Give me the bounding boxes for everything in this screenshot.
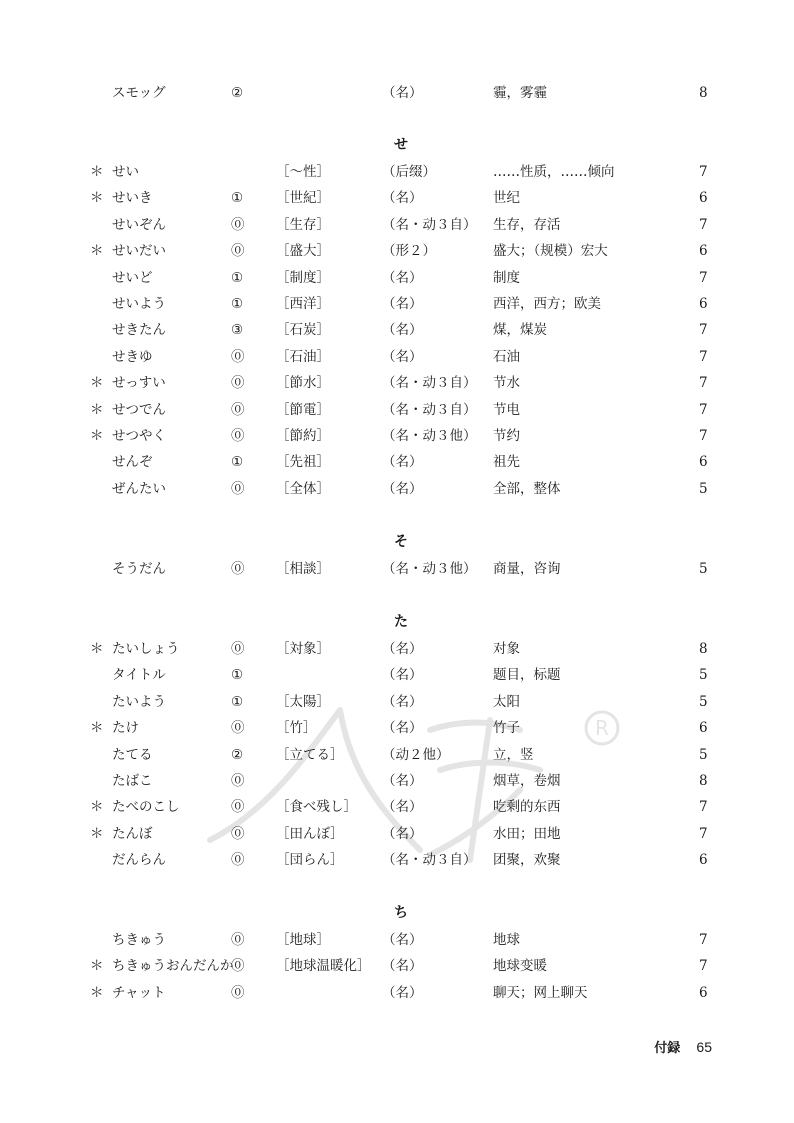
entry-lesson: 5 xyxy=(699,746,708,763)
entry-kanji: ［対象］ xyxy=(276,641,330,657)
required-marker: ＊ xyxy=(90,799,104,816)
entry-accent: ⓪ xyxy=(231,348,245,365)
glossary-entry xyxy=(0,689,794,715)
required-marker: ＊ xyxy=(90,641,104,657)
entry-kana: ぜんたい xyxy=(112,480,166,497)
entry-part-of-speech: （名） xyxy=(382,932,423,948)
entry-part-of-speech: （名） xyxy=(382,958,423,975)
entry-kanji: ［制度］ xyxy=(276,269,330,286)
entry-kana: タイトル xyxy=(112,667,166,684)
entry-part-of-speech: （动２他） xyxy=(382,746,450,763)
entry-accent: ⓪ xyxy=(231,852,245,869)
svg-text:R: R xyxy=(595,716,609,740)
entry-kanji: ［世紀］ xyxy=(276,190,330,207)
entry-accent: ① xyxy=(231,667,244,684)
entry-kanji: ［全体］ xyxy=(276,480,330,497)
entry-part-of-speech: （名） xyxy=(382,348,423,365)
entry-part-of-speech: （名・动３他） xyxy=(382,561,477,577)
entry-meaning: 竹子 xyxy=(493,720,520,737)
entry-lesson: 6 xyxy=(699,243,708,260)
entry-kana: たいよう xyxy=(112,693,166,710)
entry-part-of-speech: （后缀） xyxy=(382,164,436,180)
glossary-entry xyxy=(0,794,794,820)
required-marker: ＊ xyxy=(90,164,104,180)
entry-part-of-speech: （名） xyxy=(382,454,423,471)
glossary-entry xyxy=(0,768,794,794)
entry-accent: ⓪ xyxy=(231,561,245,577)
entry-kana: せいど xyxy=(112,269,153,286)
glossary-entry xyxy=(0,238,794,264)
required-marker: ＊ xyxy=(90,190,104,207)
entry-lesson: 5 xyxy=(699,667,708,684)
entry-kanji: ［食べ残し］ xyxy=(276,799,357,816)
entry-meaning: ……性质，……倾向 xyxy=(493,164,615,180)
entry-kana: チャット xyxy=(112,984,166,1001)
entry-part-of-speech: （名・动３自） xyxy=(382,216,477,233)
entry-part-of-speech: （名） xyxy=(382,269,423,286)
entry-part-of-speech: （名） xyxy=(382,720,423,737)
entry-lesson: 7 xyxy=(699,164,708,180)
entry-meaning: 石油 xyxy=(493,348,520,365)
entry-meaning: 题目，标题 xyxy=(493,667,561,684)
entry-meaning: 盛大；（规模）宏大 xyxy=(493,243,608,260)
entry-meaning: 祖先 xyxy=(493,454,520,471)
entry-kana: たばこ xyxy=(112,773,153,789)
entry-kanji: ［西洋］ xyxy=(276,296,330,312)
entry-kana: そうだん xyxy=(112,561,166,577)
entry-kanji: ［盛大］ xyxy=(276,243,330,260)
entry-accent: ⓪ xyxy=(231,428,245,444)
entry-lesson: 7 xyxy=(699,322,708,339)
entry-part-of-speech: （名） xyxy=(382,85,423,101)
glossary-entry xyxy=(0,636,794,662)
glossary-entry xyxy=(0,449,794,475)
entry-accent: ⓪ xyxy=(231,932,245,948)
entry-lesson: 8 xyxy=(699,641,708,657)
entry-lesson: 7 xyxy=(699,799,708,816)
entry-accent: ② xyxy=(231,85,244,101)
entry-lesson: 6 xyxy=(699,720,708,737)
entry-meaning: 世纪 xyxy=(493,190,520,207)
entry-part-of-speech: （名・动３自） xyxy=(382,375,477,392)
entry-lesson: 7 xyxy=(699,269,708,286)
entry-accent: ① xyxy=(231,454,244,471)
entry-kana: せつでん xyxy=(112,401,166,418)
entry-part-of-speech: （名） xyxy=(382,296,423,312)
entry-lesson: 7 xyxy=(699,825,708,842)
entry-kana: せい xyxy=(112,164,139,180)
required-marker: ＊ xyxy=(90,401,104,418)
glossary-entry xyxy=(0,344,794,370)
required-marker: ＊ xyxy=(90,958,104,975)
entry-kanji: ［相談］ xyxy=(276,561,330,577)
entry-kanji: ［節約］ xyxy=(276,428,330,444)
entry-lesson: 5 xyxy=(699,480,708,497)
entry-meaning: 节水 xyxy=(493,375,520,392)
entry-lesson: 5 xyxy=(699,561,708,577)
entry-meaning: 水田；田地 xyxy=(493,825,561,842)
entry-meaning: 节约 xyxy=(493,428,520,444)
entry-lesson: 7 xyxy=(699,216,708,233)
entry-part-of-speech: （形２） xyxy=(382,243,436,260)
entry-kana: たてる xyxy=(112,746,153,763)
entry-part-of-speech: （名） xyxy=(382,641,423,657)
entry-accent: ⓪ xyxy=(231,641,245,657)
entry-kanji: ［先祖］ xyxy=(276,454,330,471)
entry-accent: ⓪ xyxy=(231,401,245,418)
entry-meaning: 西洋，西方；欧美 xyxy=(493,296,601,312)
entry-accent: ① xyxy=(231,693,244,710)
glossary-entry xyxy=(0,185,794,211)
glossary-entry xyxy=(0,317,794,343)
entry-kana: スモッグ xyxy=(112,85,166,101)
section-heading: た xyxy=(394,614,408,630)
entry-lesson: 7 xyxy=(699,401,708,418)
glossary-entry xyxy=(0,715,794,741)
entry-lesson: 7 xyxy=(699,375,708,392)
entry-meaning: 节电 xyxy=(493,401,520,418)
entry-accent: ① xyxy=(231,269,244,286)
entry-kana: せきたん xyxy=(112,322,166,339)
entry-kanji: ［田んぼ］ xyxy=(276,825,344,842)
entry-part-of-speech: （名・动３自） xyxy=(382,401,477,418)
glossary-entry xyxy=(0,265,794,291)
entry-kanji: ［節電］ xyxy=(276,401,330,418)
entry-accent: ① xyxy=(231,190,244,207)
entry-kana: ちきゅう xyxy=(112,932,166,948)
entry-kana: せいだい xyxy=(112,243,166,260)
entry-lesson: 8 xyxy=(699,85,708,101)
entry-accent: ⓪ xyxy=(231,773,245,789)
section-heading: そ xyxy=(394,534,408,550)
entry-part-of-speech: （名） xyxy=(382,322,423,339)
entry-kanji: ［団らん］ xyxy=(276,852,344,869)
entry-part-of-speech: （名） xyxy=(382,825,423,842)
entry-kanji: ［生存］ xyxy=(276,216,330,233)
entry-part-of-speech: （名） xyxy=(382,190,423,207)
glossary-entry xyxy=(0,80,794,106)
entry-kana: だんらん xyxy=(112,852,166,869)
entry-meaning: 聊天；网上聊天 xyxy=(493,984,588,1001)
entry-part-of-speech: （名） xyxy=(382,773,423,789)
entry-meaning: 立，竖 xyxy=(493,746,534,763)
glossary-entry xyxy=(0,927,794,953)
entry-meaning: 霾，雾霾 xyxy=(493,85,547,101)
entry-kana: せきゆ xyxy=(112,348,153,365)
entry-kana: ちきゅうおんだんか xyxy=(112,958,234,975)
entry-kana: せつやく xyxy=(112,428,166,444)
entry-lesson: 7 xyxy=(699,348,708,365)
entry-kana: たんぼ xyxy=(112,825,153,842)
entry-lesson: 7 xyxy=(699,958,708,975)
entry-accent: ⓪ xyxy=(231,720,245,737)
entry-accent: ① xyxy=(231,296,244,312)
entry-lesson: 7 xyxy=(699,932,708,948)
entry-accent: ⓪ xyxy=(231,216,245,233)
footer-label: 付録 xyxy=(654,1041,681,1056)
glossary-entry xyxy=(0,397,794,423)
entry-meaning: 制度 xyxy=(493,269,520,286)
entry-kanji: ［地球温暖化］ xyxy=(276,958,371,975)
section-heading: せ xyxy=(394,137,408,153)
entry-part-of-speech: （名・动３他） xyxy=(382,428,477,444)
entry-kanji: ［～性］ xyxy=(276,164,330,180)
entry-kana: たけ xyxy=(112,720,139,737)
glossary-entry xyxy=(0,291,794,317)
required-marker: ＊ xyxy=(90,720,104,737)
glossary-entry xyxy=(0,423,794,449)
entry-kana: せいぞん xyxy=(112,216,166,233)
entry-accent: ⓪ xyxy=(231,375,245,392)
glossary-entry xyxy=(0,212,794,238)
entry-kanji: ［竹］ xyxy=(276,720,317,737)
entry-part-of-speech: （名） xyxy=(382,984,423,1001)
required-marker: ＊ xyxy=(90,825,104,842)
entry-meaning: 对象 xyxy=(493,641,520,657)
entry-accent: ⓪ xyxy=(231,984,245,1001)
entry-meaning: 太阳 xyxy=(493,693,520,710)
required-marker: ＊ xyxy=(90,428,104,444)
entry-part-of-speech: （名） xyxy=(382,667,423,684)
glossary-entry xyxy=(0,980,794,1006)
section-heading: ち xyxy=(394,905,408,921)
entry-accent: ③ xyxy=(231,322,244,339)
entry-part-of-speech: （名・动３自） xyxy=(382,852,477,869)
entry-accent: ⓪ xyxy=(231,825,245,842)
entry-kana: せっすい xyxy=(112,375,166,392)
entry-kanji: ［太陽］ xyxy=(276,693,330,710)
entry-kana: たいしょう xyxy=(112,641,180,657)
entry-kanji: ［地球］ xyxy=(276,932,330,948)
entry-accent: ⓪ xyxy=(231,958,245,975)
glossary-entry xyxy=(0,556,794,582)
entry-meaning: 地球变暖 xyxy=(493,958,547,975)
entry-kana: せいよう xyxy=(112,296,166,312)
entry-accent: ⓪ xyxy=(231,243,245,260)
entry-meaning: 商量，咨询 xyxy=(493,561,561,577)
entry-kana: せんぞ xyxy=(112,454,153,471)
entry-kana: たべのこし xyxy=(112,799,180,816)
glossary-entry xyxy=(0,821,794,847)
glossary-entry xyxy=(0,847,794,873)
glossary-entry xyxy=(0,476,794,502)
entry-lesson: 6 xyxy=(699,852,708,869)
entry-lesson: 7 xyxy=(699,428,708,444)
glossary-entry xyxy=(0,953,794,979)
entry-lesson: 6 xyxy=(699,454,708,471)
page-footer xyxy=(654,1036,712,1060)
entry-lesson: 5 xyxy=(699,693,708,710)
entry-accent: ⓪ xyxy=(231,480,245,497)
page-number: 65 xyxy=(696,1039,712,1055)
entry-meaning: 全部，整体 xyxy=(493,480,561,497)
glossary-entry xyxy=(0,742,794,768)
entry-meaning: 团聚，欢聚 xyxy=(493,852,561,869)
entry-meaning: 煤，煤炭 xyxy=(493,322,547,339)
entry-part-of-speech: （名） xyxy=(382,799,423,816)
entry-part-of-speech: （名） xyxy=(382,693,423,710)
glossary-entry xyxy=(0,159,794,185)
entry-meaning: 烟草，卷烟 xyxy=(493,773,561,789)
entry-meaning: 生存，存活 xyxy=(493,216,561,233)
entry-lesson: 6 xyxy=(699,190,708,207)
entry-accent: ⓪ xyxy=(231,799,245,816)
entry-kanji: ［節水］ xyxy=(276,375,330,392)
required-marker: ＊ xyxy=(90,243,104,260)
entry-kana: せいき xyxy=(112,190,153,207)
entry-meaning: 地球 xyxy=(493,932,520,948)
entry-lesson: 6 xyxy=(699,296,708,312)
entry-kanji: ［石油］ xyxy=(276,348,330,365)
glossary-entry xyxy=(0,370,794,396)
required-marker: ＊ xyxy=(90,375,104,392)
glossary-entry xyxy=(0,662,794,688)
entry-kanji: ［石炭］ xyxy=(276,322,330,339)
entry-meaning: 吃剩的东西 xyxy=(493,799,561,816)
required-marker: ＊ xyxy=(90,984,104,1001)
entry-lesson: 8 xyxy=(699,773,708,789)
entry-kanji: ［立てる］ xyxy=(276,746,344,763)
entry-part-of-speech: （名） xyxy=(382,480,423,497)
entry-accent: ② xyxy=(231,746,244,763)
entry-lesson: 6 xyxy=(699,984,708,1001)
